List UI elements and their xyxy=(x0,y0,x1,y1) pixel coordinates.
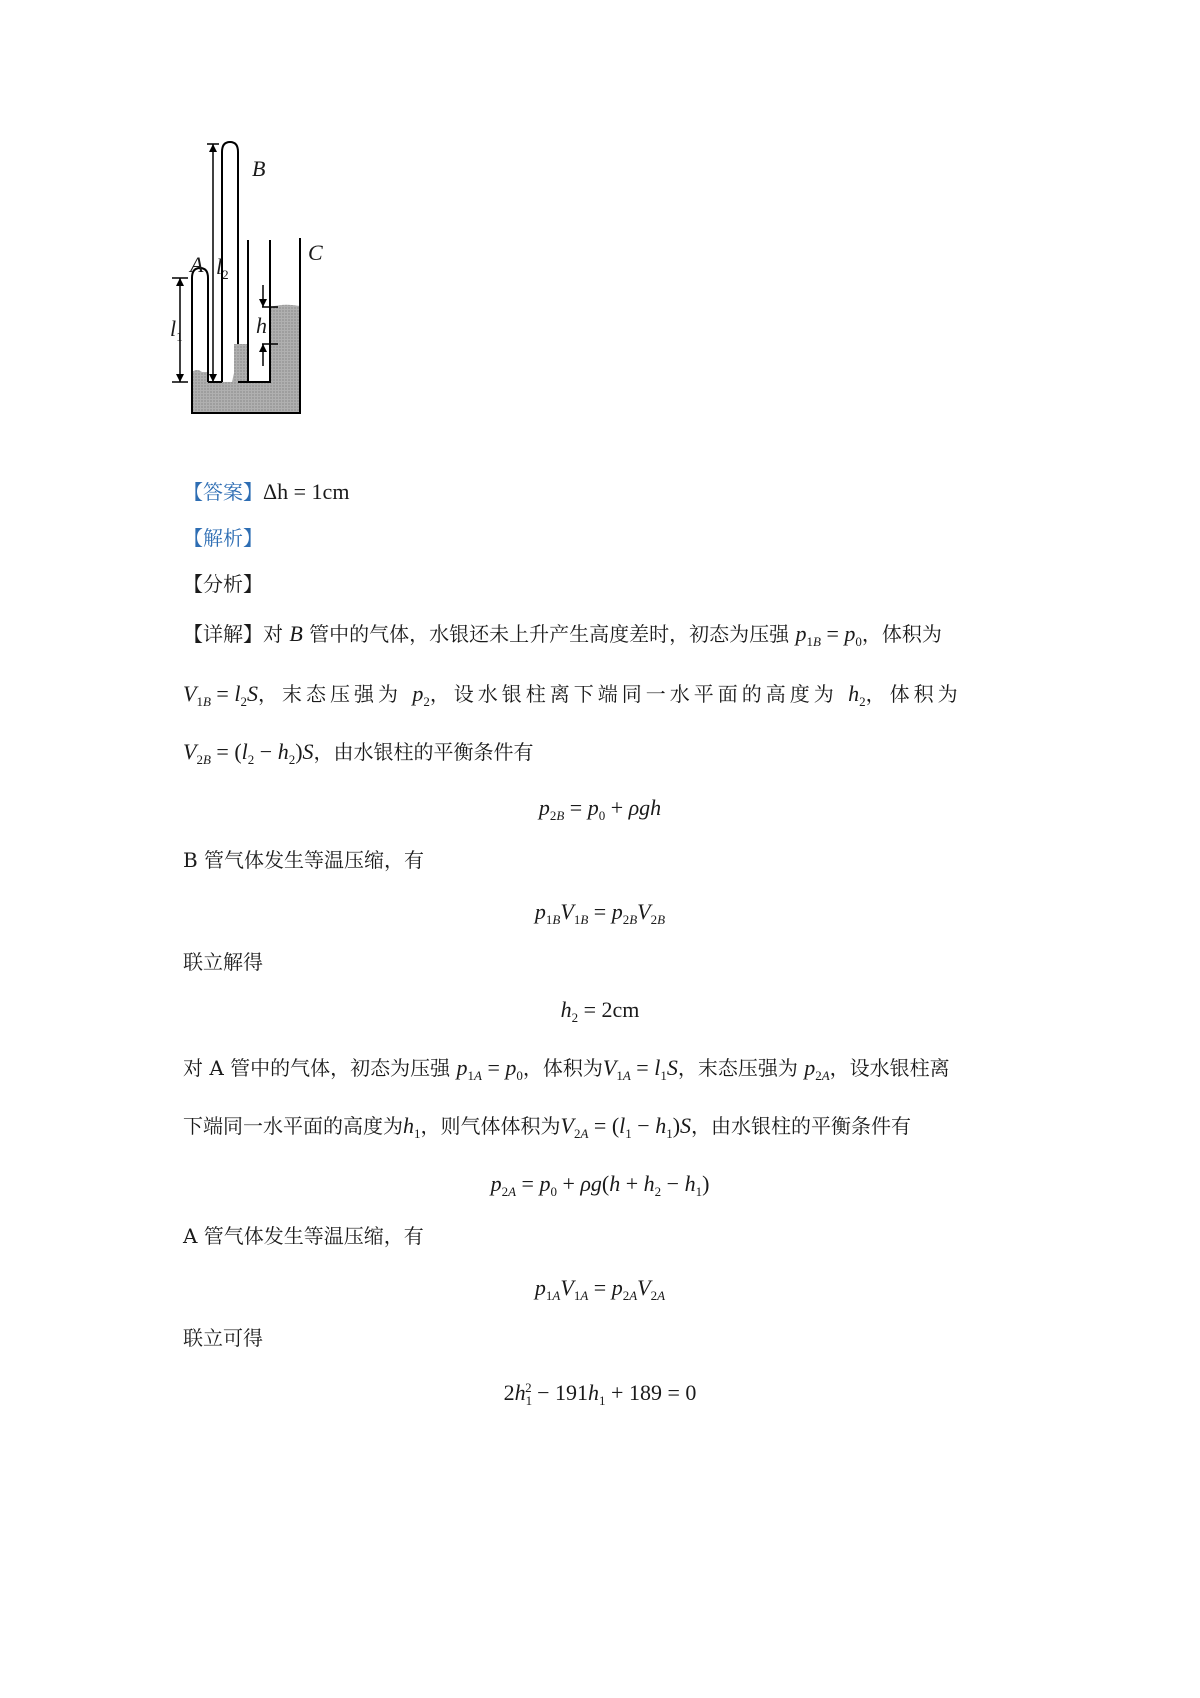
answer-line xyxy=(183,478,349,506)
answer-tag: 【答案】 xyxy=(183,480,263,504)
detail-line-1: 【详解】对 B 管中的气体，水银还未上升产生高度差时，初态为压强 $p_{1B} = p_0$，体积为 xyxy=(183,621,942,649)
equation-p2b: $p_{2B} = p_0 + \rho gh$ xyxy=(538,795,662,823)
label-h: h xyxy=(256,313,267,338)
label-b: B xyxy=(252,156,266,181)
detail-line-2: $V_{1B} = l_2S$，末态压强为 $p_2$，设水银柱离下端同一水平面的高度为 $h_2$，体积为 xyxy=(183,681,962,709)
equation-boyle-a: $p_{1A}V_{1A} = p_{2A}V_{2A}$ xyxy=(534,1275,666,1303)
detail-line-8: A 管气体发生等温压缩，有 xyxy=(183,1224,424,1248)
fenxi-tag: 【分析】 xyxy=(183,572,263,596)
detail-line-9: 联立可得 xyxy=(183,1326,263,1350)
label-a: A xyxy=(190,252,204,277)
equation-p2a: $p_{2A} = p_0 + \rho g(h + h_2 - h_1)$ xyxy=(490,1171,710,1199)
detail-line-4: B 管气体发生等温压缩，有 xyxy=(183,848,425,872)
detail-line-5: 联立解得 xyxy=(183,950,263,974)
detail-line-6: 对 A 管中的气体，初态为压强 $p_{1A} = p_0$，体积为$V_{1A} = l_1S$，末态压强为 $p_{2A}$，设水银柱离 xyxy=(183,1055,950,1083)
tube-a xyxy=(192,268,208,382)
equation-quadratic: $2h_1^2 - 191h_1 + 189 = 0$ xyxy=(503,1380,697,1408)
analysis-tag: 【解析】 xyxy=(183,526,263,550)
u-tube-figure xyxy=(150,130,380,470)
detail-line-3: $V_{2B} = (l_2 - h_2)S$，由水银柱的平衡条件有 xyxy=(183,739,534,767)
label-c: C xyxy=(308,240,323,265)
label-l2: $l_2$ xyxy=(216,254,229,282)
equation-boyle-b: $p_{1B}V_{1B} = p_{2B}V_{2B}$ xyxy=(534,899,666,927)
answer-value: Δh = 1cm xyxy=(263,479,350,504)
detail-line-7: 下端同一水平面的高度为$h_1$，则气体体积为$V_{2A} = (l_1 - h_1)S$，由水银柱的平衡条件有 xyxy=(183,1113,912,1141)
label-l1: $l_1$ xyxy=(170,316,183,344)
equation-h2: $h_2 = 2cm$ xyxy=(560,997,640,1025)
